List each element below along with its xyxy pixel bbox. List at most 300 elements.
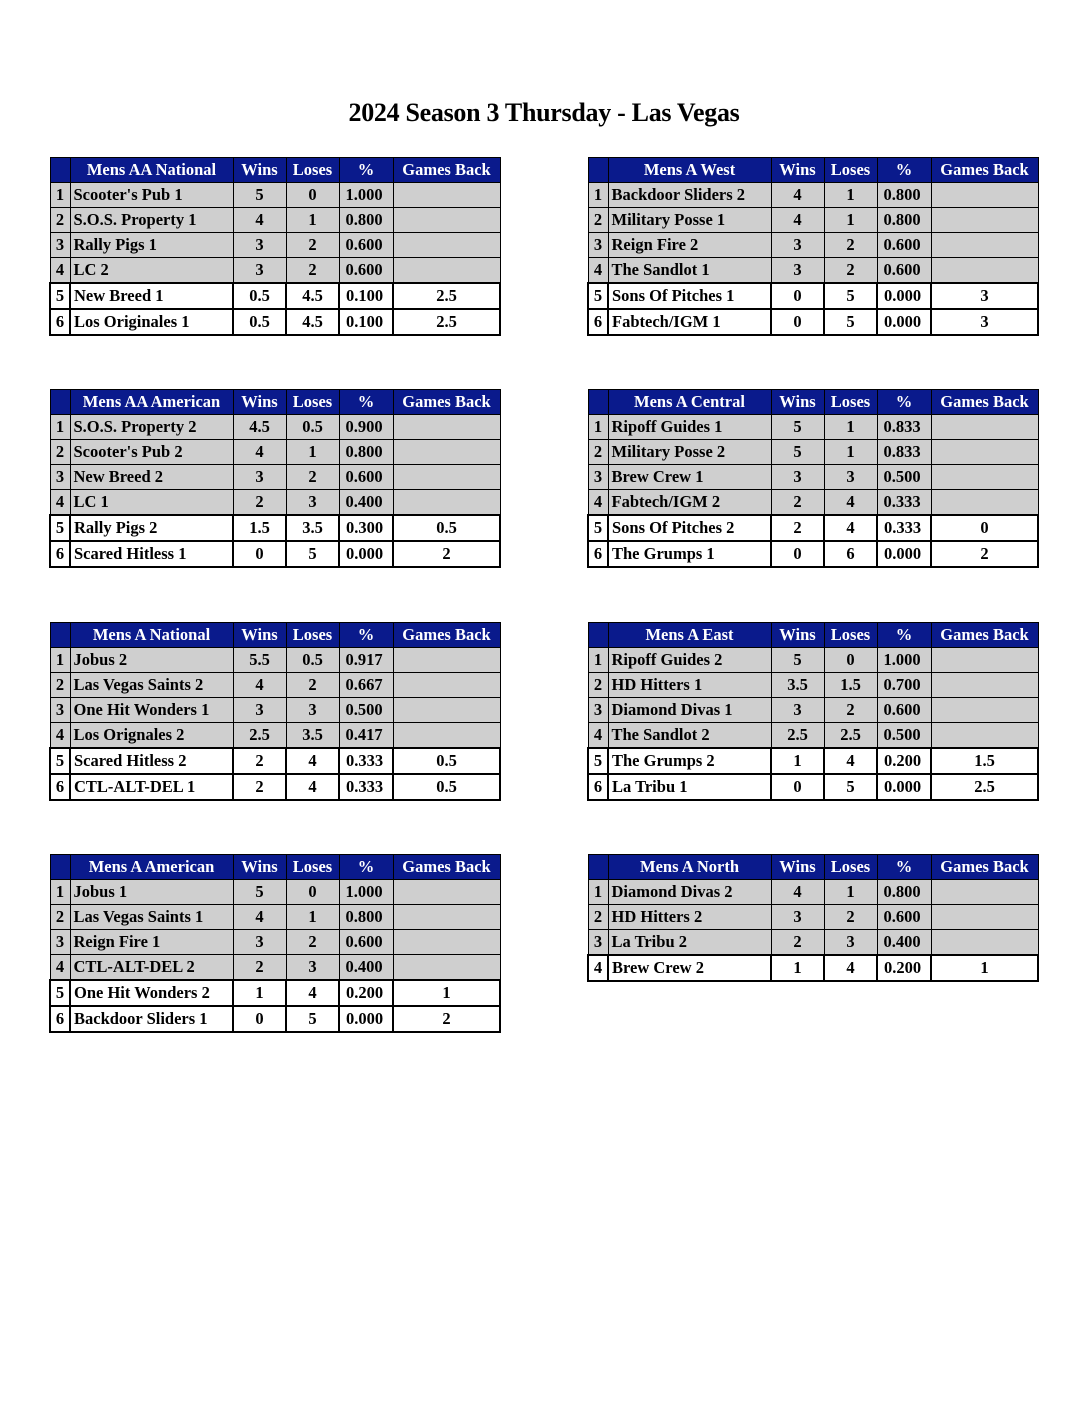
team-name: Ripoff Guides 2 [608,648,771,673]
header-row [588,855,1038,880]
rank-header [588,158,608,183]
games-back-cell [393,183,500,208]
table-row [50,723,500,749]
pct-cell: 0.417 [339,723,393,749]
wins-cell: 5 [233,183,286,208]
rank-cell: 4 [50,955,70,981]
wins-cell: 3 [771,465,824,490]
loses-header: Loses [824,158,877,183]
table-row [50,980,500,1006]
wins-header: Wins [233,623,286,648]
rank-cell: 3 [50,233,70,258]
wins-cell: 2.5 [233,723,286,749]
standings-table [587,157,1039,336]
rank-cell: 5 [588,748,608,774]
pct-cell: 0.000 [877,283,931,309]
team-name: CTL-ALT-DEL 1 [70,774,233,800]
pct-header: % [877,623,931,648]
rank-cell: 6 [50,774,70,800]
loses-header: Loses [286,390,339,415]
loses-cell: 3 [286,955,339,981]
games-back-cell [393,258,500,284]
header-row [588,623,1038,648]
games-back-cell [931,465,1038,490]
team-name: S.O.S. Property 2 [70,415,233,440]
wins-cell: 0 [233,1006,286,1032]
table-row [588,723,1038,749]
loses-cell: 1 [286,208,339,233]
team-name: Los Orignales 2 [70,723,233,749]
team-name: One Hit Wonders 1 [70,698,233,723]
games-back-cell [931,648,1038,673]
loses-cell: 4.5 [286,309,339,335]
table-row [588,440,1038,465]
pct-header: % [339,158,393,183]
loses-cell: 1 [824,208,877,233]
team-name: La Tribu 1 [608,774,771,800]
wins-header: Wins [233,855,286,880]
games-back-header: Games Back [393,158,500,183]
wins-cell: 4.5 [233,415,286,440]
games-back-cell [931,905,1038,930]
loses-cell: 3 [824,930,877,956]
pct-cell: 1.000 [877,648,931,673]
table-row [50,465,500,490]
wins-cell: 1 [233,980,286,1006]
games-back-cell: 2 [393,1006,500,1032]
table-row [588,698,1038,723]
loses-cell: 1 [824,880,877,905]
loses-cell: 2 [824,233,877,258]
rank-cell: 3 [588,465,608,490]
wins-cell: 4 [233,208,286,233]
table-row [588,208,1038,233]
wins-cell: 0 [771,774,824,800]
loses-cell: 6 [824,541,877,567]
table-row [50,955,500,981]
loses-cell: 4 [824,955,877,981]
team-name: Sons Of Pitches 1 [608,283,771,309]
games-back-cell: 1 [931,955,1038,981]
division-name: Mens AA National [70,158,233,183]
games-back-header: Games Back [393,623,500,648]
rank-header [50,855,70,880]
team-name: Reign Fire 1 [70,930,233,955]
rank-header [588,623,608,648]
table-row [588,880,1038,905]
team-name: Jobus 1 [70,880,233,905]
loses-header: Loses [824,855,877,880]
team-name: The Grumps 2 [608,748,771,774]
rank-cell: 5 [588,515,608,541]
pct-cell: 0.500 [877,465,931,490]
loses-header: Loses [824,390,877,415]
pct-cell: 0.667 [339,673,393,698]
rank-cell: 4 [50,723,70,749]
pct-cell: 0.333 [339,748,393,774]
games-back-cell [931,415,1038,440]
wins-header: Wins [771,855,824,880]
games-back-cell [931,490,1038,516]
team-name: Sons Of Pitches 2 [608,515,771,541]
loses-cell: 4 [824,748,877,774]
rank-cell: 4 [588,258,608,284]
wins-cell: 1 [771,955,824,981]
table-row [588,415,1038,440]
rank-cell: 2 [588,905,608,930]
wins-cell: 0.5 [233,309,286,335]
wins-cell: 2 [233,490,286,516]
table-row [50,541,500,567]
pct-cell: 0.333 [877,515,931,541]
table-row [50,748,500,774]
rank-cell: 3 [588,930,608,956]
team-name: HD Hitters 1 [608,673,771,698]
games-back-cell [393,490,500,516]
team-name: Los Originales 1 [70,309,233,335]
games-back-cell [931,258,1038,284]
rank-cell: 1 [588,648,608,673]
loses-cell: 4 [286,748,339,774]
loses-cell: 1 [824,440,877,465]
standings-table [49,622,501,801]
standings-table [49,389,501,568]
pct-cell: 0.600 [339,930,393,955]
pct-cell: 0.000 [339,541,393,567]
games-back-cell [393,648,500,673]
games-back-cell [393,208,500,233]
table-row [50,905,500,930]
rank-cell: 1 [50,648,70,673]
wins-cell: 1.5 [233,515,286,541]
pct-cell: 0.700 [877,673,931,698]
games-back-header: Games Back [931,390,1038,415]
team-name: The Grumps 1 [608,541,771,567]
pct-header: % [339,855,393,880]
rank-header [588,855,608,880]
wins-cell: 3 [233,233,286,258]
pct-header: % [339,623,393,648]
pct-cell: 0.600 [877,905,931,930]
rank-cell: 5 [588,283,608,309]
wins-cell: 3 [233,930,286,955]
wins-cell: 5.5 [233,648,286,673]
standings-table [49,854,501,1033]
standings-table [587,622,1039,801]
rank-cell: 3 [50,930,70,955]
rank-header [588,390,608,415]
team-name: S.O.S. Property 1 [70,208,233,233]
pct-cell: 0.800 [877,880,931,905]
pct-cell: 0.833 [877,415,931,440]
pct-cell: 0.500 [339,698,393,723]
games-back-header: Games Back [931,623,1038,648]
pct-cell: 0.833 [877,440,931,465]
pct-cell: 0.200 [877,748,931,774]
wins-cell: 4 [771,208,824,233]
rank-header [50,390,70,415]
wins-cell: 4 [233,440,286,465]
table-row [50,880,500,905]
games-back-cell [931,880,1038,905]
pct-cell: 0.300 [339,515,393,541]
team-name: One Hit Wonders 2 [70,980,233,1006]
rank-cell: 1 [50,880,70,905]
rank-cell: 5 [50,980,70,1006]
rank-cell: 2 [50,208,70,233]
loses-cell: 2 [286,233,339,258]
games-back-cell: 0.5 [393,515,500,541]
table-row [588,673,1038,698]
header-row [50,855,500,880]
loses-cell: 5 [286,541,339,567]
table-row [588,490,1038,516]
loses-cell: 3 [824,465,877,490]
loses-cell: 4 [824,515,877,541]
wins-cell: 2 [233,955,286,981]
team-name: Scared Hitless 2 [70,748,233,774]
loses-cell: 2 [824,905,877,930]
team-name: LC 2 [70,258,233,284]
games-back-cell [393,930,500,955]
table-row [588,648,1038,673]
rank-cell: 4 [50,258,70,284]
division-name: Mens A Central [608,390,771,415]
team-name: Ripoff Guides 1 [608,415,771,440]
loses-cell: 3.5 [286,515,339,541]
rank-cell: 4 [50,490,70,516]
wins-cell: 4 [771,183,824,208]
loses-cell: 2.5 [824,723,877,749]
rank-cell: 3 [50,465,70,490]
pct-cell: 0.900 [339,415,393,440]
wins-cell: 2 [233,774,286,800]
loses-cell: 5 [824,774,877,800]
pct-cell: 0.100 [339,309,393,335]
games-back-header: Games Back [393,855,500,880]
wins-cell: 2 [771,930,824,956]
loses-cell: 2 [824,258,877,284]
pct-cell: 0.000 [877,774,931,800]
pct-cell: 0.600 [877,698,931,723]
loses-cell: 4 [286,774,339,800]
table-row [50,208,500,233]
rank-cell: 3 [588,698,608,723]
team-name: Fabtech/IGM 2 [608,490,771,516]
wins-header: Wins [771,623,824,648]
games-back-cell [393,233,500,258]
pct-header: % [877,158,931,183]
loses-cell: 2 [286,465,339,490]
games-back-cell: 2.5 [931,774,1038,800]
games-back-header: Games Back [931,855,1038,880]
loses-cell: 1 [286,440,339,465]
pct-cell: 0.800 [877,208,931,233]
header-row [588,158,1038,183]
team-name: New Breed 1 [70,283,233,309]
pct-cell: 0.333 [877,490,931,516]
pct-cell: 0.333 [339,774,393,800]
games-back-cell [931,673,1038,698]
table-row [588,465,1038,490]
loses-header: Loses [286,623,339,648]
loses-cell: 1 [824,415,877,440]
wins-cell: 2.5 [771,723,824,749]
rank-cell: 1 [588,415,608,440]
games-back-cell: 3 [931,309,1038,335]
wins-cell: 3 [233,258,286,284]
header-row [588,390,1038,415]
rank-cell: 3 [50,698,70,723]
rank-cell: 2 [588,673,608,698]
games-back-cell [393,698,500,723]
loses-cell: 0.5 [286,648,339,673]
loses-header: Loses [286,855,339,880]
team-name: Scooter's Pub 1 [70,183,233,208]
pct-header: % [339,390,393,415]
rank-cell: 2 [50,905,70,930]
division-name: Mens A East [608,623,771,648]
rank-cell: 1 [588,183,608,208]
games-back-cell [931,208,1038,233]
rank-cell: 6 [588,309,608,335]
division-name: Mens A West [608,158,771,183]
table-row [50,283,500,309]
division-name: Mens A National [70,623,233,648]
team-name: Scooter's Pub 2 [70,440,233,465]
table-row [50,233,500,258]
pct-cell: 0.000 [339,1006,393,1032]
wins-cell: 3 [771,698,824,723]
games-back-cell: 0.5 [393,774,500,800]
standings-table [587,389,1039,568]
games-back-cell [931,233,1038,258]
pct-cell: 0.400 [339,955,393,981]
pct-cell: 0.800 [339,905,393,930]
team-name: Rally Pigs 1 [70,233,233,258]
team-name: Backdoor Sliders 1 [70,1006,233,1032]
rank-cell: 6 [588,541,608,567]
team-name: Diamond Divas 1 [608,698,771,723]
rank-cell: 4 [588,955,608,981]
wins-cell: 5 [771,440,824,465]
games-back-cell: 2.5 [393,283,500,309]
games-back-header: Games Back [393,390,500,415]
team-name: Jobus 2 [70,648,233,673]
games-back-cell [393,440,500,465]
wins-cell: 5 [771,648,824,673]
wins-cell: 0 [771,309,824,335]
team-name: The Sandlot 2 [608,723,771,749]
loses-cell: 0 [286,183,339,208]
loses-cell: 4 [286,980,339,1006]
standings-table [587,854,1039,982]
table-row [588,541,1038,567]
table-row [50,258,500,284]
rank-cell: 3 [588,233,608,258]
games-back-cell [931,440,1038,465]
games-back-cell: 2.5 [393,309,500,335]
rank-cell: 6 [588,774,608,800]
pct-cell: 1.000 [339,880,393,905]
table-row [588,309,1038,335]
wins-cell: 2 [233,748,286,774]
games-back-header: Games Back [931,158,1038,183]
rank-cell: 1 [50,415,70,440]
table-row [50,183,500,208]
table-row [50,309,500,335]
loses-cell: 3 [286,490,339,516]
table-row [50,1006,500,1032]
wins-cell: 3 [233,698,286,723]
team-name: Diamond Divas 2 [608,880,771,905]
pct-cell: 0.200 [877,955,931,981]
games-back-cell [393,723,500,749]
loses-cell: 2 [286,673,339,698]
wins-cell: 3.5 [771,673,824,698]
games-back-cell: 1.5 [931,748,1038,774]
games-back-cell [931,698,1038,723]
wins-cell: 4 [771,880,824,905]
division-name: Mens A North [608,855,771,880]
games-back-cell [393,415,500,440]
team-name: LC 1 [70,490,233,516]
wins-cell: 0 [233,541,286,567]
loses-cell: 5 [824,309,877,335]
games-back-cell: 2 [931,541,1038,567]
pct-cell: 0.500 [877,723,931,749]
table-row [50,774,500,800]
rank-cell: 5 [50,748,70,774]
wins-header: Wins [771,390,824,415]
standings-table [49,157,501,336]
loses-cell: 0.5 [286,415,339,440]
table-row [50,648,500,673]
rank-cell: 2 [588,440,608,465]
loses-cell: 0 [824,648,877,673]
team-name: Brew Crew 2 [608,955,771,981]
rank-cell: 4 [588,490,608,516]
games-back-cell: 1 [393,980,500,1006]
table-row [50,515,500,541]
team-name: Fabtech/IGM 1 [608,309,771,335]
pct-cell: 0.917 [339,648,393,673]
loses-cell: 0 [286,880,339,905]
team-name: Military Posse 1 [608,208,771,233]
loses-cell: 1.5 [824,673,877,698]
rank-cell: 4 [588,723,608,749]
pct-header: % [877,390,931,415]
table-row [50,490,500,516]
wins-cell: 0 [771,541,824,567]
wins-cell: 3 [771,233,824,258]
rank-cell: 6 [50,1006,70,1032]
team-name: HD Hitters 2 [608,905,771,930]
games-back-cell [931,930,1038,956]
table-row [588,905,1038,930]
loses-header: Loses [286,158,339,183]
rank-cell: 2 [588,208,608,233]
pct-cell: 0.200 [339,980,393,1006]
games-back-cell [931,723,1038,749]
pct-cell: 0.000 [877,309,931,335]
loses-cell: 4 [824,490,877,516]
pct-cell: 0.800 [877,183,931,208]
loses-cell: 2 [286,258,339,284]
team-name: Scared Hitless 1 [70,541,233,567]
loses-header: Loses [824,623,877,648]
loses-cell: 5 [824,283,877,309]
